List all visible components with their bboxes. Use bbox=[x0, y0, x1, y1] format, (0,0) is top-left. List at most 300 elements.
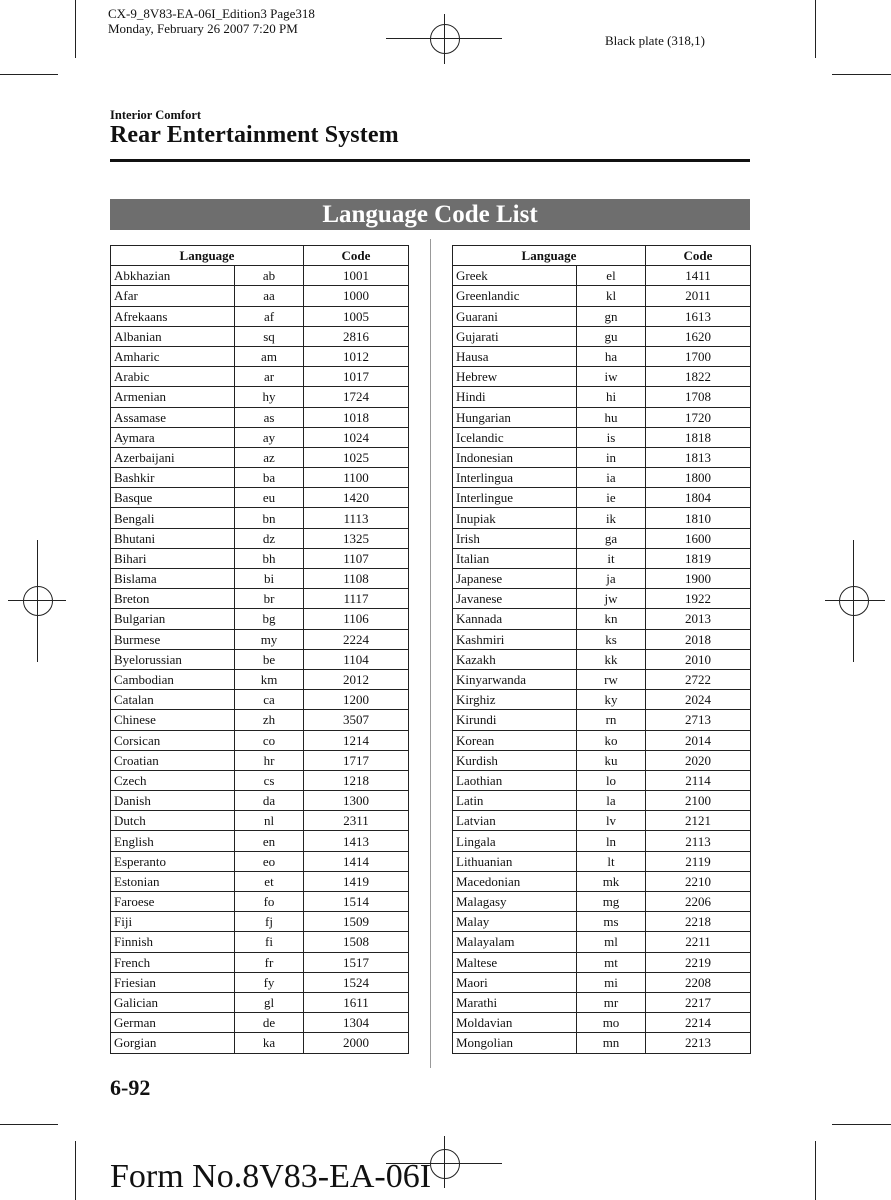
table-row bbox=[111, 791, 409, 811]
language-name: English bbox=[111, 831, 235, 851]
form-number: Form No.8V83-EA-06I bbox=[110, 1158, 432, 1195]
language-code: 1106 bbox=[304, 609, 409, 629]
title-rule bbox=[110, 159, 750, 162]
table-row bbox=[453, 710, 751, 730]
language-code: 1822 bbox=[646, 367, 751, 387]
language-code: 2113 bbox=[646, 831, 751, 851]
table-row bbox=[111, 1033, 409, 1053]
language-abbrev: jw bbox=[577, 589, 646, 609]
language-name: Italian bbox=[453, 548, 577, 568]
crop-mark-top-left-v bbox=[75, 0, 76, 58]
language-name: Esperanto bbox=[111, 851, 235, 871]
language-code: 1818 bbox=[646, 427, 751, 447]
crop-mark-top-left-h bbox=[0, 74, 58, 75]
language-name: Hungarian bbox=[453, 407, 577, 427]
language-abbrev: gl bbox=[235, 992, 304, 1012]
language-code: 2224 bbox=[304, 629, 409, 649]
language-name: Danish bbox=[111, 791, 235, 811]
language-code: 1708 bbox=[646, 387, 751, 407]
language-abbrev: ln bbox=[577, 831, 646, 851]
language-code: 2121 bbox=[646, 811, 751, 831]
language-name: German bbox=[111, 1013, 235, 1033]
language-code: 1819 bbox=[646, 548, 751, 568]
language-name: Czech bbox=[111, 770, 235, 790]
language-code: 1804 bbox=[646, 488, 751, 508]
language-name: Assamase bbox=[111, 407, 235, 427]
language-name: French bbox=[111, 952, 235, 972]
crop-mark-bottom-right-v bbox=[815, 1141, 816, 1200]
table-row bbox=[111, 447, 409, 467]
table-row bbox=[111, 367, 409, 387]
language-table-right bbox=[452, 245, 751, 1054]
crop-mark-top-right-v bbox=[815, 0, 816, 58]
table-row bbox=[453, 972, 751, 992]
table-row bbox=[453, 892, 751, 912]
language-code: 1018 bbox=[304, 407, 409, 427]
language-code: 2217 bbox=[646, 992, 751, 1012]
language-abbrev: az bbox=[235, 447, 304, 467]
language-code: 1024 bbox=[304, 427, 409, 447]
language-code: 1113 bbox=[304, 508, 409, 528]
language-abbrev: el bbox=[577, 266, 646, 286]
language-name: Malayalam bbox=[453, 932, 577, 952]
language-name: Bengali bbox=[111, 508, 235, 528]
language-name: Albanian bbox=[111, 326, 235, 346]
language-abbrev: be bbox=[235, 649, 304, 669]
language-abbrev: af bbox=[235, 306, 304, 326]
language-abbrev: ay bbox=[235, 427, 304, 447]
table-row bbox=[453, 306, 751, 326]
section-label: Interior Comfort bbox=[110, 108, 202, 122]
table-row bbox=[111, 750, 409, 770]
table-row bbox=[453, 508, 751, 528]
table-row bbox=[111, 992, 409, 1012]
language-name: Guarani bbox=[453, 306, 577, 326]
language-abbrev: rn bbox=[577, 710, 646, 730]
table-row bbox=[111, 932, 409, 952]
language-code: 1420 bbox=[304, 488, 409, 508]
language-name: Amharic bbox=[111, 346, 235, 366]
table-row bbox=[111, 306, 409, 326]
table-row bbox=[453, 407, 751, 427]
registration-mark-top bbox=[386, 14, 502, 64]
print-job-line2: Monday, February 26 2007 7:20 PM bbox=[108, 21, 298, 36]
table-row bbox=[453, 811, 751, 831]
language-code: 1017 bbox=[304, 367, 409, 387]
language-name: Greenlandic bbox=[453, 286, 577, 306]
language-name: Moldavian bbox=[453, 1013, 577, 1033]
table-row bbox=[111, 831, 409, 851]
language-name: Kinyarwanda bbox=[453, 669, 577, 689]
language-code: 1107 bbox=[304, 548, 409, 568]
table-row bbox=[111, 569, 409, 589]
table-row bbox=[111, 649, 409, 669]
language-abbrev: dz bbox=[235, 528, 304, 548]
language-abbrev: fo bbox=[235, 892, 304, 912]
table-row bbox=[111, 892, 409, 912]
language-code: 2213 bbox=[646, 1033, 751, 1053]
language-code: 1800 bbox=[646, 468, 751, 488]
language-abbrev: mn bbox=[577, 1033, 646, 1053]
table-row bbox=[453, 992, 751, 1012]
language-code: 1214 bbox=[304, 730, 409, 750]
language-code: 2011 bbox=[646, 286, 751, 306]
table-row bbox=[111, 286, 409, 306]
language-code: 1218 bbox=[304, 770, 409, 790]
table-row bbox=[111, 266, 409, 286]
language-code: 2311 bbox=[304, 811, 409, 831]
language-abbrev: ja bbox=[577, 569, 646, 589]
language-abbrev: de bbox=[235, 1013, 304, 1033]
language-abbrev: my bbox=[235, 629, 304, 649]
language-code: 1108 bbox=[304, 569, 409, 589]
language-abbrev: in bbox=[577, 447, 646, 467]
language-code: 2816 bbox=[304, 326, 409, 346]
language-code: 1810 bbox=[646, 508, 751, 528]
language-abbrev: hi bbox=[577, 387, 646, 407]
table-row bbox=[453, 669, 751, 689]
language-name: Hebrew bbox=[453, 367, 577, 387]
print-job-line1: CX-9_8V83-EA-06I_Edition3 Page318 bbox=[108, 6, 315, 21]
language-name: Azerbaijani bbox=[111, 447, 235, 467]
header-code: Code bbox=[304, 246, 409, 266]
language-abbrev: bg bbox=[235, 609, 304, 629]
table-row bbox=[111, 770, 409, 790]
language-name: Kirundi bbox=[453, 710, 577, 730]
language-name: Lingala bbox=[453, 831, 577, 851]
language-name: Croatian bbox=[111, 750, 235, 770]
language-abbrev: da bbox=[235, 791, 304, 811]
header-language: Language bbox=[453, 246, 646, 266]
language-code: 1613 bbox=[646, 306, 751, 326]
language-name: Interlingue bbox=[453, 488, 577, 508]
language-abbrev: ar bbox=[235, 367, 304, 387]
table-row bbox=[453, 326, 751, 346]
language-name: Galician bbox=[111, 992, 235, 1012]
language-abbrev: fi bbox=[235, 932, 304, 952]
language-name: Faroese bbox=[111, 892, 235, 912]
language-name: Irish bbox=[453, 528, 577, 548]
language-code: 1813 bbox=[646, 447, 751, 467]
language-abbrev: ku bbox=[577, 750, 646, 770]
language-abbrev: et bbox=[235, 871, 304, 891]
language-abbrev: gu bbox=[577, 326, 646, 346]
language-abbrev: ie bbox=[577, 488, 646, 508]
table-row bbox=[453, 690, 751, 710]
language-abbrev: mg bbox=[577, 892, 646, 912]
language-abbrev: km bbox=[235, 669, 304, 689]
table-row bbox=[453, 528, 751, 548]
language-code: 1100 bbox=[304, 468, 409, 488]
crop-mark-bottom-right-h bbox=[832, 1124, 891, 1125]
table-row bbox=[111, 1013, 409, 1033]
table-row bbox=[453, 1013, 751, 1033]
language-name: Afrekaans bbox=[111, 306, 235, 326]
language-abbrev: ca bbox=[235, 690, 304, 710]
language-code: 2020 bbox=[646, 750, 751, 770]
table-header-row bbox=[111, 246, 409, 266]
table-row bbox=[111, 528, 409, 548]
table-row bbox=[111, 730, 409, 750]
language-abbrev: mr bbox=[577, 992, 646, 1012]
language-abbrev: bh bbox=[235, 548, 304, 568]
language-code: 1411 bbox=[646, 266, 751, 286]
language-abbrev: eo bbox=[235, 851, 304, 871]
language-abbrev: cs bbox=[235, 770, 304, 790]
table-row bbox=[453, 468, 751, 488]
language-abbrev: is bbox=[577, 427, 646, 447]
table-body-right bbox=[453, 266, 751, 1053]
table-row bbox=[453, 609, 751, 629]
language-code: 2713 bbox=[646, 710, 751, 730]
language-code: 2114 bbox=[646, 770, 751, 790]
table-row bbox=[453, 569, 751, 589]
language-code: 1720 bbox=[646, 407, 751, 427]
language-name: Lithuanian bbox=[453, 851, 577, 871]
language-name: Gujarati bbox=[453, 326, 577, 346]
table-row bbox=[111, 811, 409, 831]
language-abbrev: ko bbox=[577, 730, 646, 750]
table-row bbox=[453, 871, 751, 891]
table-row bbox=[111, 629, 409, 649]
language-code: 1001 bbox=[304, 266, 409, 286]
language-name: Interlingua bbox=[453, 468, 577, 488]
language-abbrev: fy bbox=[235, 972, 304, 992]
language-name: Mongolian bbox=[453, 1033, 577, 1053]
table-row bbox=[453, 367, 751, 387]
language-abbrev: lo bbox=[577, 770, 646, 790]
language-code: 2214 bbox=[646, 1013, 751, 1033]
table-row bbox=[453, 488, 751, 508]
language-code: 1000 bbox=[304, 286, 409, 306]
language-name: Corsican bbox=[111, 730, 235, 750]
language-code: 1104 bbox=[304, 649, 409, 669]
language-code: 2013 bbox=[646, 609, 751, 629]
language-name: Japanese bbox=[453, 569, 577, 589]
table-row bbox=[111, 346, 409, 366]
language-abbrev: en bbox=[235, 831, 304, 851]
language-abbrev: mo bbox=[577, 1013, 646, 1033]
language-code: 2024 bbox=[646, 690, 751, 710]
language-abbrev: ga bbox=[577, 528, 646, 548]
language-abbrev: lt bbox=[577, 851, 646, 871]
language-name: Catalan bbox=[111, 690, 235, 710]
plate-label: Black plate (318,1) bbox=[605, 33, 705, 48]
language-name: Malay bbox=[453, 912, 577, 932]
table-row bbox=[111, 427, 409, 447]
language-name: Macedonian bbox=[453, 871, 577, 891]
table-row bbox=[453, 346, 751, 366]
table-row bbox=[453, 932, 751, 952]
language-abbrev: ab bbox=[235, 266, 304, 286]
table-body-left bbox=[111, 266, 409, 1053]
table-row bbox=[111, 508, 409, 528]
language-code: 1509 bbox=[304, 912, 409, 932]
crop-mark-bottom-left-h bbox=[0, 1124, 58, 1125]
table-row bbox=[453, 266, 751, 286]
language-code: 1414 bbox=[304, 851, 409, 871]
language-abbrev: br bbox=[235, 589, 304, 609]
language-name: Kirghiz bbox=[453, 690, 577, 710]
language-abbrev: ba bbox=[235, 468, 304, 488]
language-code: 1012 bbox=[304, 346, 409, 366]
language-abbrev: ha bbox=[577, 346, 646, 366]
language-name: Latin bbox=[453, 791, 577, 811]
language-name: Chinese bbox=[111, 710, 235, 730]
language-code: 2218 bbox=[646, 912, 751, 932]
language-abbrev: iw bbox=[577, 367, 646, 387]
language-code: 1922 bbox=[646, 589, 751, 609]
language-abbrev: sq bbox=[235, 326, 304, 346]
table-row bbox=[453, 649, 751, 669]
language-abbrev: aa bbox=[235, 286, 304, 306]
table-row bbox=[111, 690, 409, 710]
language-name: Estonian bbox=[111, 871, 235, 891]
language-code: 1700 bbox=[646, 346, 751, 366]
language-name: Laothian bbox=[453, 770, 577, 790]
table-row bbox=[111, 589, 409, 609]
language-name: Bislama bbox=[111, 569, 235, 589]
language-name: Arabic bbox=[111, 367, 235, 387]
table-row bbox=[453, 791, 751, 811]
table-row bbox=[453, 730, 751, 750]
table-row bbox=[111, 871, 409, 891]
language-name: Korean bbox=[453, 730, 577, 750]
language-name: Marathi bbox=[453, 992, 577, 1012]
language-abbrev: kk bbox=[577, 649, 646, 669]
language-abbrev: ia bbox=[577, 468, 646, 488]
registration-mark-left bbox=[0, 540, 76, 662]
language-name: Aymara bbox=[111, 427, 235, 447]
language-code: 2119 bbox=[646, 851, 751, 871]
language-abbrev: mk bbox=[577, 871, 646, 891]
table-row bbox=[111, 387, 409, 407]
language-code: 1117 bbox=[304, 589, 409, 609]
language-abbrev: mi bbox=[577, 972, 646, 992]
language-code: 2018 bbox=[646, 629, 751, 649]
table-row bbox=[453, 286, 751, 306]
table-row bbox=[453, 851, 751, 871]
language-abbrev: bn bbox=[235, 508, 304, 528]
table-row bbox=[453, 447, 751, 467]
language-name: Bashkir bbox=[111, 468, 235, 488]
table-row bbox=[111, 669, 409, 689]
language-code: 1620 bbox=[646, 326, 751, 346]
language-name: Fiji bbox=[111, 912, 235, 932]
language-code: 1900 bbox=[646, 569, 751, 589]
language-name: Afar bbox=[111, 286, 235, 306]
table-row bbox=[453, 548, 751, 568]
language-code: 1600 bbox=[646, 528, 751, 548]
language-abbrev: lv bbox=[577, 811, 646, 831]
table-row bbox=[111, 488, 409, 508]
page-title: Rear Entertainment System bbox=[110, 122, 399, 148]
language-code: 2014 bbox=[646, 730, 751, 750]
table-row bbox=[111, 851, 409, 871]
language-code: 1200 bbox=[304, 690, 409, 710]
language-code: 1524 bbox=[304, 972, 409, 992]
table-row bbox=[453, 427, 751, 447]
table-row bbox=[453, 750, 751, 770]
language-name: Hindi bbox=[453, 387, 577, 407]
language-code: 1724 bbox=[304, 387, 409, 407]
language-name: Icelandic bbox=[453, 427, 577, 447]
language-table-left bbox=[110, 245, 409, 1054]
language-name: Maltese bbox=[453, 952, 577, 972]
page-number: 6-92 bbox=[110, 1075, 151, 1100]
table-header-row bbox=[453, 246, 751, 266]
language-name: Bihari bbox=[111, 548, 235, 568]
language-abbrev: ky bbox=[577, 690, 646, 710]
table-row bbox=[111, 609, 409, 629]
language-abbrev: as bbox=[235, 407, 304, 427]
language-abbrev: fr bbox=[235, 952, 304, 972]
language-code: 1517 bbox=[304, 952, 409, 972]
language-abbrev: ik bbox=[577, 508, 646, 528]
table-row bbox=[453, 589, 751, 609]
table-row bbox=[111, 710, 409, 730]
language-abbrev: la bbox=[577, 791, 646, 811]
language-abbrev: co bbox=[235, 730, 304, 750]
language-code: 2000 bbox=[304, 1033, 409, 1053]
language-code: 2100 bbox=[646, 791, 751, 811]
language-abbrev: hu bbox=[577, 407, 646, 427]
language-name: Kashmiri bbox=[453, 629, 577, 649]
language-name: Maori bbox=[453, 972, 577, 992]
language-code: 2206 bbox=[646, 892, 751, 912]
language-name: Cambodian bbox=[111, 669, 235, 689]
language-code: 1514 bbox=[304, 892, 409, 912]
language-name: Malagasy bbox=[453, 892, 577, 912]
column-divider bbox=[430, 239, 431, 1068]
table-row bbox=[111, 912, 409, 932]
language-name: Kazakh bbox=[453, 649, 577, 669]
language-abbrev: kn bbox=[577, 609, 646, 629]
language-abbrev: ks bbox=[577, 629, 646, 649]
language-abbrev: ka bbox=[235, 1033, 304, 1053]
table-row bbox=[453, 629, 751, 649]
language-code: 1717 bbox=[304, 750, 409, 770]
table-row bbox=[453, 770, 751, 790]
language-name: Kurdish bbox=[453, 750, 577, 770]
table-row bbox=[453, 912, 751, 932]
language-code: 3507 bbox=[304, 710, 409, 730]
language-abbrev: ms bbox=[577, 912, 646, 932]
language-name: Latvian bbox=[453, 811, 577, 831]
language-code-list-banner: Language Code List bbox=[110, 199, 750, 230]
language-name: Dutch bbox=[111, 811, 235, 831]
language-abbrev: bi bbox=[235, 569, 304, 589]
language-abbrev: eu bbox=[235, 488, 304, 508]
language-code: 1300 bbox=[304, 791, 409, 811]
table-row bbox=[453, 1033, 751, 1053]
language-code: 1005 bbox=[304, 306, 409, 326]
print-job-info bbox=[108, 6, 315, 36]
language-code: 2211 bbox=[646, 932, 751, 952]
table-row bbox=[111, 468, 409, 488]
language-name: Basque bbox=[111, 488, 235, 508]
crop-mark-bottom-left-v bbox=[75, 1141, 76, 1200]
table-row bbox=[111, 952, 409, 972]
language-abbrev: nl bbox=[235, 811, 304, 831]
language-code: 2012 bbox=[304, 669, 409, 689]
header-code: Code bbox=[646, 246, 751, 266]
header-language: Language bbox=[111, 246, 304, 266]
language-abbrev: mt bbox=[577, 952, 646, 972]
language-name: Byelorussian bbox=[111, 649, 235, 669]
language-name: Gorgian bbox=[111, 1033, 235, 1053]
language-abbrev: zh bbox=[235, 710, 304, 730]
